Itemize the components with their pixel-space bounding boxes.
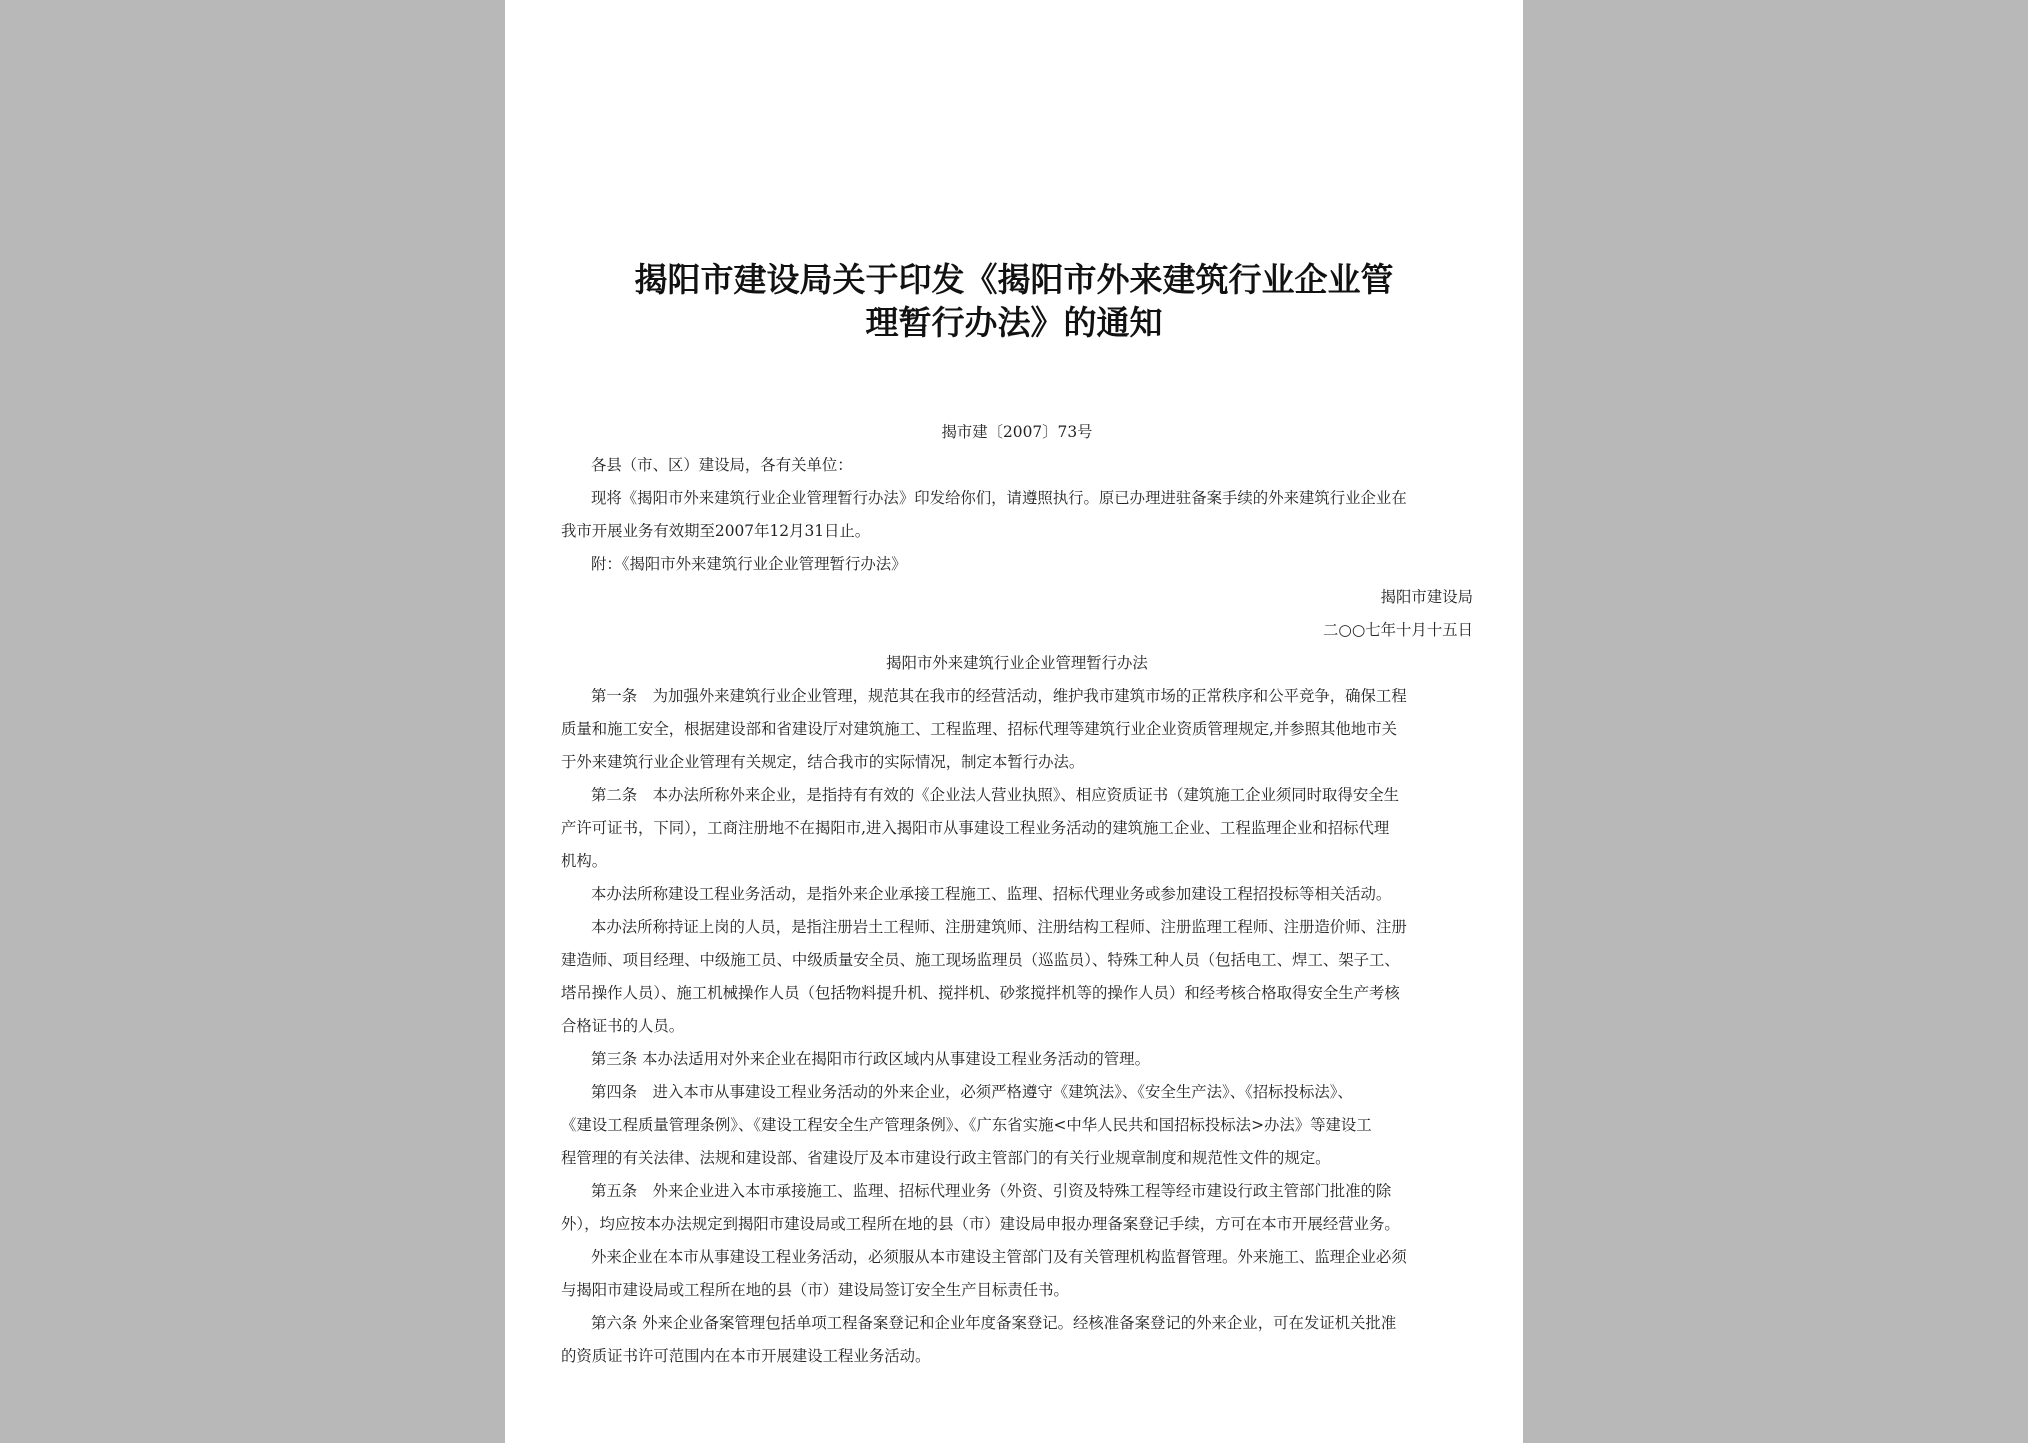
- paragraph-line: 第六条 外来企业备案管理包括单项工程备案登记和企业年度备案登记。经核准备案登记的外来企业，可在发证机关批准: [591, 1314, 1397, 1332]
- title-line-2: 理暂行办法》的通知: [865, 303, 1163, 342]
- issue-date: 二○○七年十月十五日: [1323, 621, 1473, 639]
- paragraph-line: 与揭阳市建设局或工程所在地的县（市）建设局签订安全生产目标责任书。: [561, 1281, 1069, 1299]
- paragraph-line: 的资质证书许可范围内在本市开展建设工程业务活动。: [561, 1347, 931, 1365]
- paragraph-line: 质量和施工安全，根据建设部和省建设厅对建筑施工、工程监理、招标代理等建筑行业企业资质管理规定,并参照其他地市关: [561, 720, 1397, 738]
- salutation: 各县（市、区）建设局，各有关单位：: [591, 456, 853, 474]
- paragraph-line: 产许可证书，下同），工商注册地不在揭阳市,进入揭阳市从事建设工程业务活动的建筑施工企业、工程监理企业和招标代理: [561, 819, 1390, 837]
- paragraph-line: 塔吊操作人员）、施工机械操作人员（包括物料提升机、搅拌机、砂浆搅拌机等的操作人员）和经考核合格取得安全生产考核: [561, 984, 1400, 1002]
- title-line-1: 揭阳市建设局关于印发《揭阳市外来建筑行业企业管: [634, 260, 1394, 299]
- document-number: 揭市建〔2007〕73号: [941, 423, 1093, 441]
- intro-line-2: 我市开展业务有效期至2007年12月31日止。: [561, 522, 871, 540]
- paragraph-line: 合格证书的人员。: [561, 1017, 685, 1035]
- paragraph-line: 本办法所称持证上岗的人员，是指注册岩土工程师、注册建筑师、注册结构工程师、注册监理工程师、注册造价师、注册: [591, 918, 1407, 936]
- paragraph-line: 机构。: [561, 852, 608, 870]
- paragraph-line: 外来企业在本市从事建设工程业务活动，必须服从本市建设主管部门及有关管理机构监督管理。外来施工、监理企业必须: [591, 1248, 1407, 1266]
- paragraph-line: 建造师、项目经理、中级施工员、中级质量安全员、施工现场监理员（巡监员）、特殊工种人员（包括电工、焊工、架子工、: [561, 951, 1400, 969]
- issuer-name: 揭阳市建设局: [1380, 588, 1473, 606]
- paragraph-line: 第五条 外来企业进入本市承接施工、监理、招标代理业务（外资、引资及特殊工程等经市建设行政主管部门批准的除: [591, 1182, 1392, 1200]
- paragraph-line: 第一条 为加强外来建筑行业企业管理，规范其在我市的经营活动，维护我市建筑市场的正常秩序和公平竞争，确保工程: [591, 687, 1407, 705]
- paragraph-line: 第二条 本办法所称外来企业，是指持有有效的《企业法人营业执照》、相应资质证书（建筑施工企业须同时取得安全生: [591, 786, 1400, 804]
- intro-line-1: 现将《揭阳市外来建筑行业企业管理暂行办法》印发给你们，请遵照执行。原已办理进驻备案手续的外来建筑行业企业在: [591, 489, 1407, 507]
- paragraph-line: 本办法所称建设工程业务活动，是指外来企业承接工程施工、监理、招标代理业务或参加建设工程招投标等相关活动。: [591, 885, 1392, 903]
- attachment-note: 附：《揭阳市外来建筑行业企业管理暂行办法》: [591, 555, 907, 573]
- paragraph-line: 第三条 本办法适用对外来企业在揭阳市行政区域内从事建设工程业务活动的管理。: [591, 1050, 1150, 1068]
- document-page: [505, 0, 1523, 1443]
- paragraph-line: 第四条 进入本市从事建设工程业务活动的外来企业，必须严格遵守《建筑法》、《安全生产法》、《招标投标法》、: [591, 1083, 1353, 1101]
- regulation-subtitle: 揭阳市外来建筑行业企业管理暂行办法: [886, 654, 1148, 672]
- paragraph-line: 于外来建筑行业企业管理有关规定，结合我市的实际情况，制定本暂行办法。: [561, 753, 1085, 771]
- paragraph-line: 《建设工程质量管理条例》、《建设工程安全生产管理条例》、《广东省实施<中华人民共和国招标投标法>办法》等建设工: [561, 1116, 1372, 1134]
- paragraph-line: 程管理的有关法律、法规和建设部、省建设厅及本市建设行政主管部门的有关行业规章制度和规范性文件的规定。: [561, 1149, 1331, 1167]
- document-title: [585, 258, 1443, 344]
- paragraph-line: 外），均应按本办法规定到揭阳市建设局或工程所在地的县（市）建设局申报办理备案登记手续，方可在本市开展经营业务。: [561, 1215, 1400, 1233]
